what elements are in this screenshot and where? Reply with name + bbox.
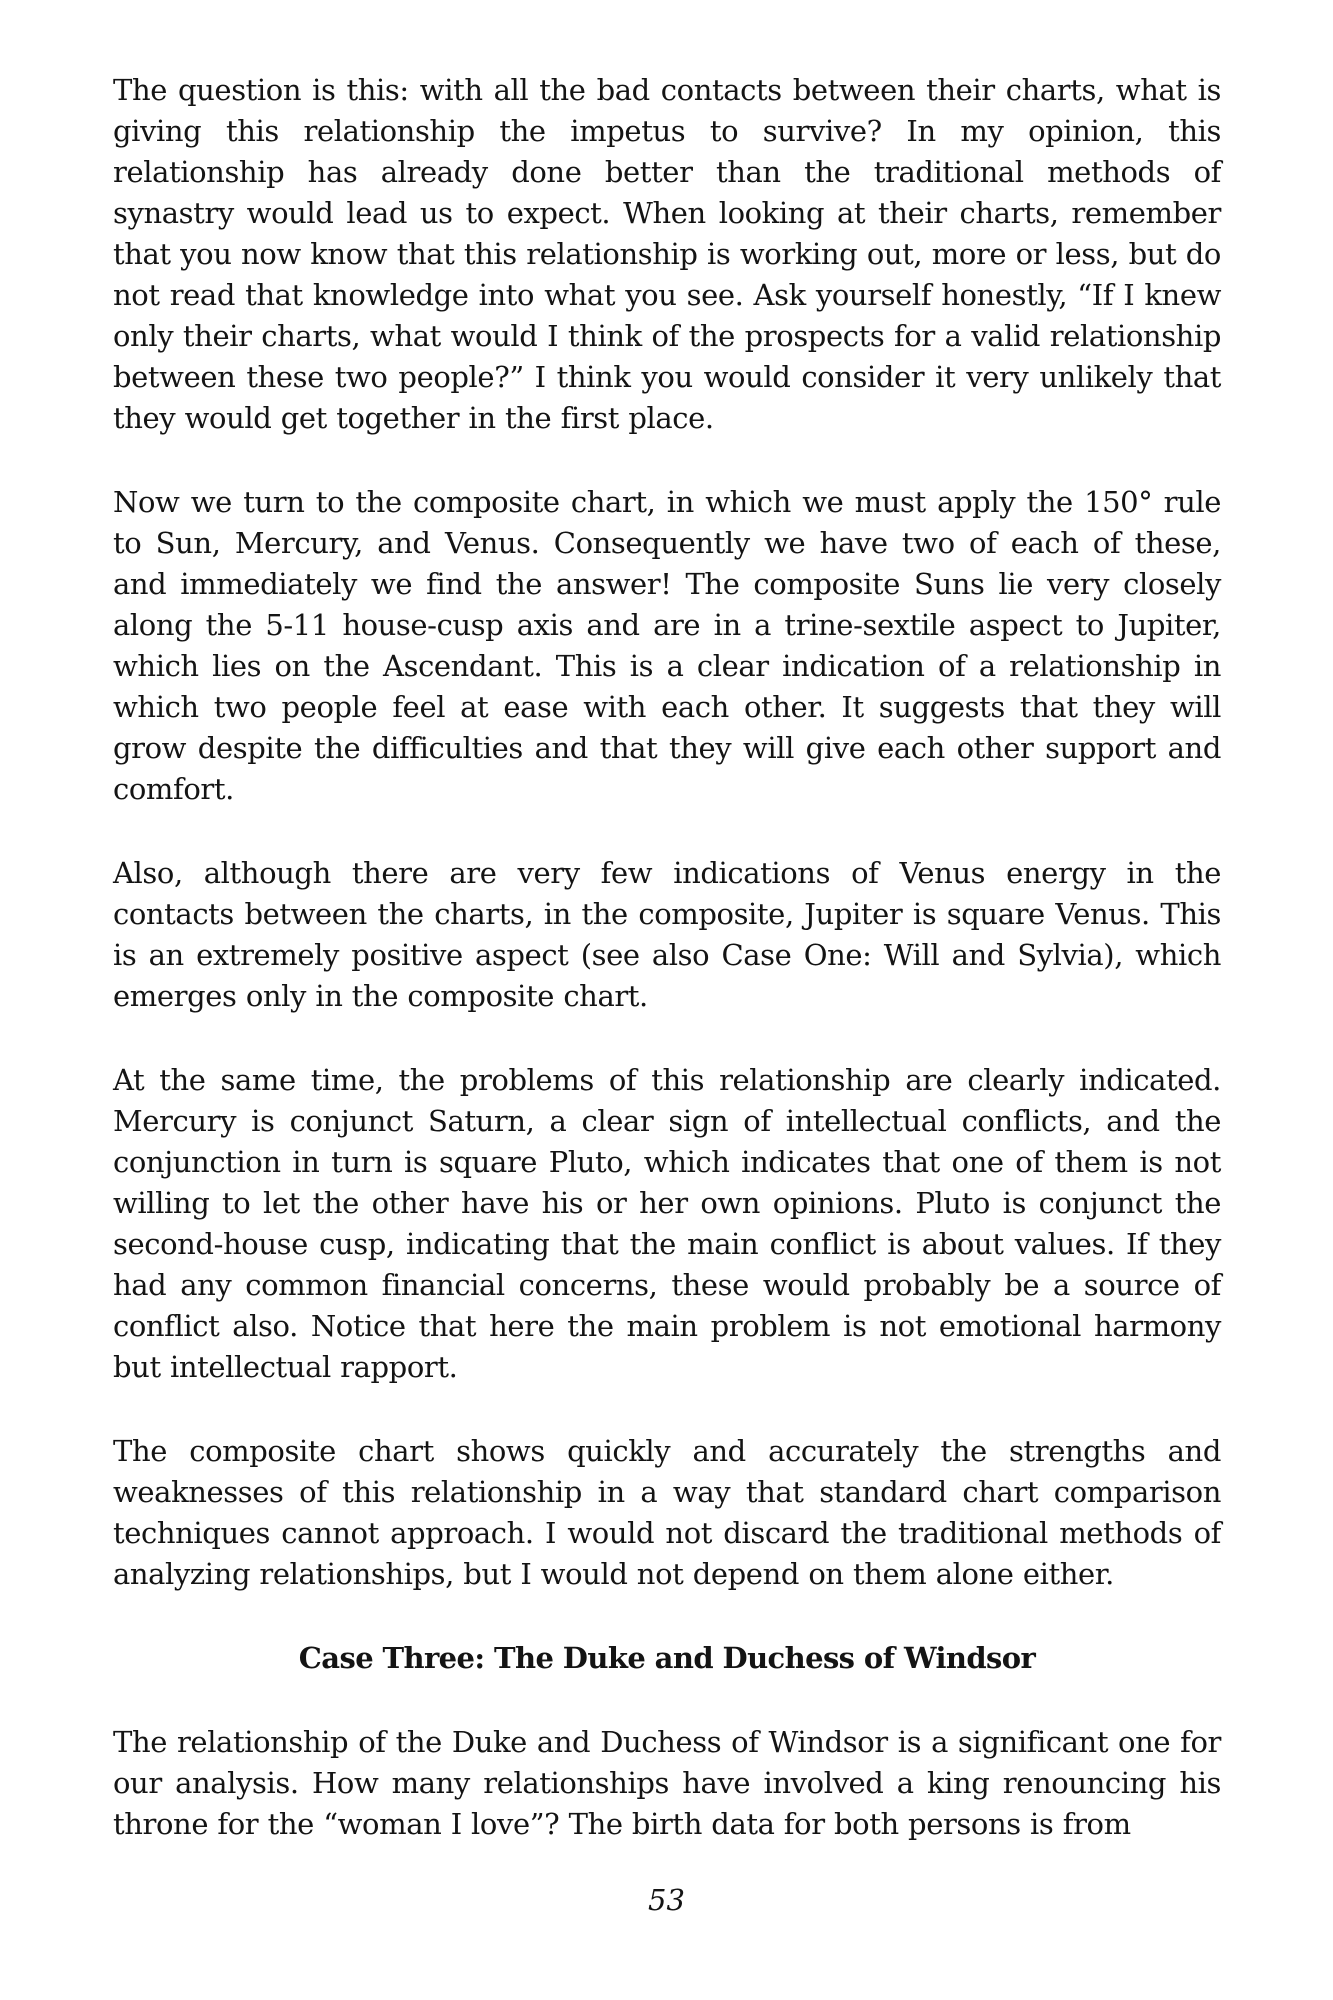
paragraph-composite-chart: Now we turn to the composite chart, in which we must apply the 150° rule to Sun, Mercury, and Venus. Consequently we have two of each of these, and immediately we find the answer! The composite Suns lie very closely along the 5-11 house-cusp axis and are in a trine-sextile aspect to Jupiter, which lies on the Ascendant. This is a clear indication of a relationship in which two people feel at ease with each other. It suggests that they will grow despite the difficulties and that they will give each other support and comfort. [113, 485, 1221, 806]
paragraph-problems: At the same time, the problems of this relationship are clearly indicated. Mercury is conjunct Saturn, a clear sign of intellectual conflicts, and the conjunction in turn is square Pluto, which indicates that one of them is not willing to let the other have his or her own opinions. Pluto is conjunct the second-house cusp, indicating that the main conflict is about values. If they had any common financial concerns, these would probably be a source of conflict also. Notice that here the main problem is not emotional harmony but intellectual rapport. [113, 1063, 1221, 1384]
paragraph-windsor-intro: The relationship of the Duke and Duchess of Windsor is a significant one for our analysis. How many relationships have involved a king renouncing his throne for the “woman I love”? The birth data for both persons is from [113, 1725, 1221, 1841]
paragraph-impetus: The question is this: with all the bad contacts between their charts, what is giving this relationship the impetus to survive? In my opinion, this relationship has already done better than the traditional methods of synastry would lead us to expect. When looking at their charts, remember that you now know that this relationship is working out, more or less, but do not read that knowledge into what you see. Ask yourself honestly, “If I knew only their charts, what would I think of the prospects for a valid relationship between these two people?” I think you would consider it very unlikely that they would get together in the first place. [113, 73, 1221, 435]
page-number: 53 [648, 1883, 685, 1917]
paragraph-venus-energy: Also, although there are very few indications of Venus energy in the contacts between the charts, in the composite, Jupiter is square Venus. This is an extremely positive aspect (see also Case One: Will and Sylvia), which emerges only in the composite chart. [113, 856, 1221, 1013]
paragraph-conclusion: The composite chart shows quickly and accurately the strengths and weaknesses of this relationship in a way that standard chart comparison techniques cannot approach. I would not discard the traditional methods of analyzing relationships, but I would not depend on them alone either. [113, 1434, 1221, 1591]
section-heading: Case Three: The Duke and Duchess of Windsor [298, 1641, 1036, 1675]
page-body [113, 70, 1221, 1888]
